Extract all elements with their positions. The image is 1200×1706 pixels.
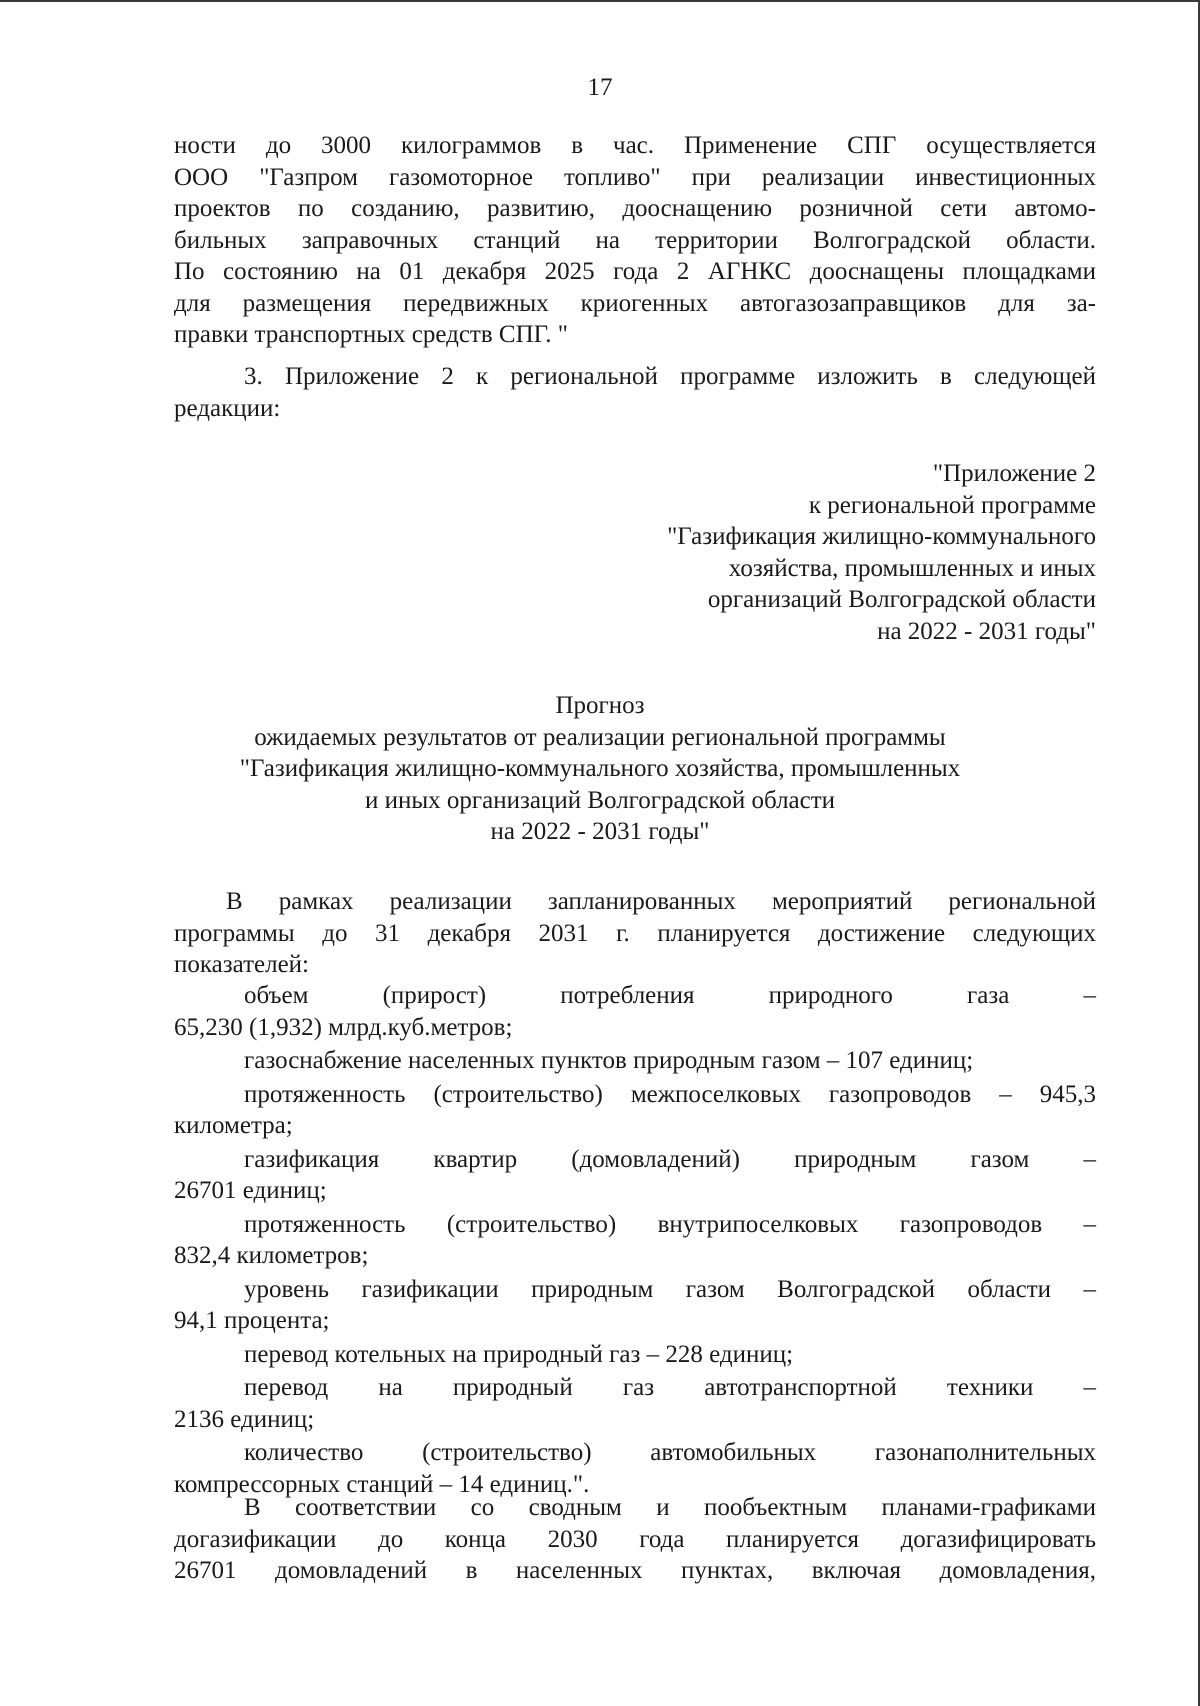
title-line: "Газификация жилищно-коммунального хозяйства, промышленных [239,755,961,782]
title-line: и иных организаций Волгоградской области [364,786,836,814]
text-line: проектов по созданию, развитию, дооснащению розничной сети автомо- [174,195,1096,222]
top-paragraph [174,130,1096,351]
indicator-line: 65,230 (1,932) млрд.куб.метров; [174,1013,513,1041]
indicator-line: уровень газификации природным газом Волгоградской области – [244,1275,1096,1303]
intro-paragraph [174,886,1096,981]
title-line: ожидаемых результатов от реализации региональной программы [254,723,946,751]
text-line: 26701 домовладений в населенных пунктах, включая домовладения, [174,1557,1096,1584]
text-line: догазификации до конца 2030 года планируется догазифицировать [174,1525,1096,1553]
appendix-line: "Приложение 2 [932,460,1096,487]
text-line: программы до 31 декабря 2031 г. планируется достижение следующих [174,919,1096,947]
scan-edge-top [0,0,1200,2]
text-line: ООО "Газпром газомоторное топливо" при реализации инвестиционных [174,163,1096,191]
appendix-line: на 2022 - 2031 годы" [877,617,1096,645]
text-line: редакции: [174,394,281,422]
text-line: 3. Приложение 2 к региональной программе изложить в следующей [244,363,1096,390]
appendix-line: хозяйства, промышленных и иных [728,554,1096,582]
forecast-title [0,690,1200,848]
closing-paragraph [174,1492,1096,1587]
indicator-line: газификация квартир (домовладений) природным газом – [244,1145,1096,1173]
indicators-list [174,980,1096,1500]
text-line: ности до 3000 килограммов в час. Применение СПГ осуществляется [174,132,1096,159]
text-line: По состоянию на 01 декабря 2025 года 2 АГНКС дооснащены площадками [174,258,1096,285]
indicator-line: 94,1 процента; [174,1307,330,1334]
appendix-line: "Газификация жилищно-коммунального [667,523,1096,550]
appendix-header [667,458,1096,647]
indicator-line: перевод на природный газ автотранспортной техники – [244,1374,1096,1401]
page-number: 17 [587,74,613,101]
text-line: правки транспортных средств СПГ. " [174,321,568,348]
text-line: В рамках реализации запланированных мероприятий региональной [226,888,1096,915]
indicator-line: объем (прирост) потребления природного газа – [244,982,1096,1009]
title-line: Прогноз [555,692,645,719]
text-line: для размещения передвижных криогенных автогазозаправщиков для за- [174,289,1096,317]
indicator-line: количество (строительство) автомобильных газонаполнительных [244,1439,1096,1466]
indicator-line: 26701 единиц; [174,1177,327,1204]
text-line: бильных заправочных станций на территории Волгоградской области. [174,226,1096,254]
indicator-line: перевод котельных на природный газ – 228 единиц; [244,1340,794,1368]
indicator-line: 832,4 километров; [174,1242,369,1269]
title-line: на 2022 - 2031 годы" [490,818,710,845]
indicator-line: компрессорных станций – 14 единиц.". [174,1470,590,1498]
indicator-line: 2136 единиц; [174,1405,315,1433]
appendix-line: организаций Волгоградской области [707,586,1096,613]
item-3-paragraph [174,361,1096,424]
indicator-line: километра; [174,1112,293,1139]
indicator-line: протяженность (строительство) внутрипоселковых газопроводов – [244,1210,1096,1238]
indicator-line: протяженность (строительство) межпоселковых газопроводов – 945,3 [244,1080,1096,1108]
indicator-line: газоснабжение населенных пунктов природным газом – 107 единиц; [244,1047,974,1074]
text-line: показателей: [174,951,309,978]
text-line: В соответствии со сводным и пообъектным планами-графиками [244,1494,1096,1521]
appendix-line: к региональной программе [808,491,1096,519]
